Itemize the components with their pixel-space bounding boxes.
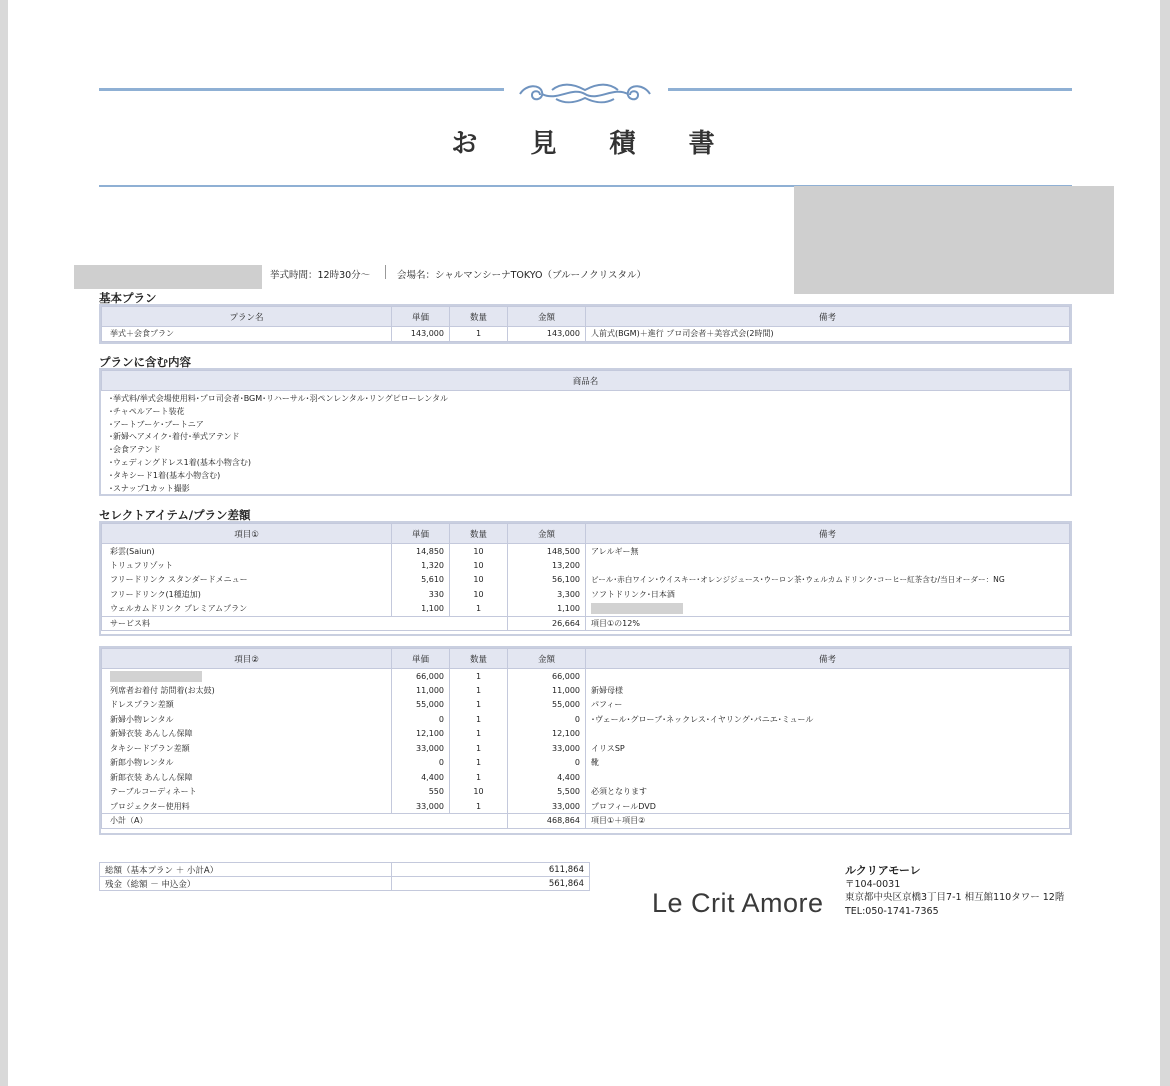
cell: 1	[450, 756, 508, 771]
company-logo: Le Crit Amore	[652, 888, 824, 918]
cell: 330	[392, 587, 450, 602]
cell: 新婦衣装 あんしん保障	[102, 727, 392, 742]
cell: 143,000	[508, 327, 586, 342]
header-separator	[385, 265, 386, 279]
cell: アレルギー無	[586, 544, 1070, 559]
cell: プロフィールDVD	[586, 799, 1070, 814]
cell: 1,320	[392, 558, 450, 573]
table-row	[102, 669, 1070, 684]
cell: 4,400	[392, 770, 450, 785]
cell: 10	[450, 785, 508, 800]
cell: 総額（基本プラン ＋ 小計A）	[100, 863, 392, 877]
table-header-row	[102, 307, 1070, 327]
cell: 468,864	[508, 814, 586, 829]
cell: プロジェクター使用料	[102, 799, 392, 814]
col-header: 備考	[586, 649, 1070, 669]
items1-table	[101, 523, 1070, 631]
cell: 11,000	[392, 683, 450, 698]
cell	[586, 558, 1070, 573]
cell: タキシードプラン差額	[102, 741, 392, 756]
document-title: お 見 積 書	[451, 129, 737, 159]
table-row	[102, 770, 1070, 785]
cell: 1	[450, 602, 508, 617]
cell: 561,864	[392, 877, 590, 891]
cell: 1,100	[392, 602, 450, 617]
cell: 0	[508, 756, 586, 771]
cell: 12,100	[508, 727, 586, 742]
list-item: ･チャペルアート装花	[109, 406, 185, 416]
cell: 0	[392, 756, 450, 771]
col-header: 数量	[450, 524, 508, 544]
cell: 12,100	[392, 727, 450, 742]
table-row	[102, 698, 1070, 713]
cell: 33,000	[392, 799, 450, 814]
cell: 55,000	[508, 698, 586, 713]
cell: ウェルカムドリンク プレミアムプラン	[102, 602, 392, 617]
cell: 10	[450, 558, 508, 573]
table-row	[102, 712, 1070, 727]
redacted-recipient-block	[794, 186, 1114, 294]
table-row	[100, 863, 590, 877]
cell	[586, 669, 1070, 684]
cell: 3,300	[508, 587, 586, 602]
table-row	[102, 756, 1070, 771]
table-row	[102, 327, 1070, 342]
list-item: ･タキシード1着(基本小物含む)	[109, 470, 221, 480]
cell: 彩雲(Saiun)	[102, 544, 392, 559]
cell: テーブルコーディネート	[102, 785, 392, 800]
cell: 残金（総額 － 申込金）	[100, 877, 392, 891]
section-basic-plan: 基本プラン	[99, 291, 157, 305]
table-header-row	[102, 524, 1070, 544]
table-row	[102, 741, 1070, 756]
cell: 11,000	[508, 683, 586, 698]
table-row	[102, 587, 1070, 602]
cell: 列席者お着付 訪問着(お太鼓)	[102, 683, 392, 698]
cell: 0	[508, 712, 586, 727]
redacted-name-field	[74, 265, 262, 289]
basic-plan-table	[101, 306, 1070, 342]
cell: 33,000	[508, 741, 586, 756]
col-header: 単価	[392, 524, 450, 544]
cell: 1	[450, 741, 508, 756]
redacted-note	[591, 603, 683, 614]
list-item: ･会食アテンド	[109, 445, 161, 455]
cell: 550	[392, 785, 450, 800]
list-item: ･ウェディングドレス1着(基本小物含む)	[109, 457, 251, 467]
cell: 新郎衣装 あんしん保障	[102, 770, 392, 785]
list-item: ･新婦ヘアメイク･着付･挙式アテンド	[109, 432, 240, 442]
col-header: 備考	[586, 307, 1070, 327]
cell: 4,400	[508, 770, 586, 785]
cell: 10	[450, 587, 508, 602]
top-rule-right	[668, 88, 1072, 91]
cell: ビール･赤白ワイン･ウイスキー･オレンジジュース･ウーロン茶･ウェルカムドリンク･コーヒー紅茶含む/当日オーダー：NG	[586, 573, 1070, 588]
cell: 26,664	[508, 616, 586, 631]
cell: 1	[450, 327, 508, 342]
cell: トリュフリゾット	[102, 558, 392, 573]
cell: 33,000	[392, 741, 450, 756]
cell: 新郎小物レンタル	[102, 756, 392, 771]
cell: ･ヴェール･グローブ･ネックレス･イヤリング･パニエ･ミュール	[586, 712, 1070, 727]
cell: ドレスプラン差額	[102, 698, 392, 713]
cell: 項目①の12%	[586, 616, 1070, 631]
cell	[586, 602, 1070, 617]
cell: 66,000	[392, 669, 450, 684]
table-row	[102, 602, 1070, 617]
top-rule-left	[99, 88, 504, 91]
cell: 66,000	[508, 669, 586, 684]
col-header: 備考	[586, 524, 1070, 544]
table-row	[102, 558, 1070, 573]
cell: 10	[450, 573, 508, 588]
list-item: ･挙式料/挙式会場使用料･プロ司会者･BGM･リハーサル･羽ペンレンタル･リングピローレンタル	[109, 394, 448, 403]
totals-table	[99, 862, 590, 891]
cell: 33,000	[508, 799, 586, 814]
company-tel: TEL:050-1741-7365	[845, 905, 939, 917]
plan-contents-header	[101, 370, 1070, 391]
cell: 148,500	[508, 544, 586, 559]
cell: 1	[450, 669, 508, 684]
cell: 人前式(BGM)＋進行 プロ司会者＋美容式会(2時間)	[586, 327, 1070, 342]
ornament-flourish-icon	[512, 80, 658, 108]
items2-table	[101, 648, 1070, 829]
subtotal-row	[102, 814, 1070, 829]
company-address: 東京都中央区京橋3丁目7-1 相互館110タワー 12階	[845, 892, 1065, 903]
col-header: 金額	[508, 307, 586, 327]
cell: 5,610	[392, 573, 450, 588]
cell: サービス料	[102, 616, 508, 631]
col-header: 金額	[508, 649, 586, 669]
cell: パフィー	[586, 698, 1070, 713]
table-row	[102, 683, 1070, 698]
col-header: プラン名	[102, 307, 392, 327]
col-header: 単価	[392, 649, 450, 669]
cell: 新婦母様	[586, 683, 1070, 698]
col-header: 金額	[508, 524, 586, 544]
cell: 1	[450, 712, 508, 727]
venue-name: 会場名：シャルマンシーナTOKYO（ブルーノクリスタル）	[397, 270, 646, 281]
col-header: 単価	[392, 307, 450, 327]
col-header: 項目②	[102, 649, 392, 669]
cell: 小計（A）	[102, 814, 508, 829]
cell: 611,864	[392, 863, 590, 877]
cell: 必須となります	[586, 785, 1070, 800]
service-charge-row	[102, 616, 1070, 631]
cell: 0	[392, 712, 450, 727]
redacted-item-name	[110, 671, 202, 682]
table-row	[102, 544, 1070, 559]
cell: 1	[450, 799, 508, 814]
company-postal: 〒104-0031	[845, 878, 901, 890]
cell: 挙式＋会食プラン	[102, 327, 392, 342]
table-row	[102, 799, 1070, 814]
cell: イリスSP	[586, 741, 1070, 756]
col-header: 数量	[450, 307, 508, 327]
cell: 5,500	[508, 785, 586, 800]
company-info	[845, 864, 1064, 918]
list-item: ･アートブーケ･ブートニア	[109, 419, 204, 429]
cell: 14,850	[392, 544, 450, 559]
col-header: 商品名	[102, 371, 1070, 391]
cell: 55,000	[392, 698, 450, 713]
plan-contents-list	[101, 390, 1070, 494]
table-row	[102, 573, 1070, 588]
list-item: ･スナップ1カット撮影	[109, 483, 190, 493]
section-plan-contents: プランに含む内容	[99, 355, 191, 369]
cell: 項目①＋項目②	[586, 814, 1070, 829]
cell: 13,200	[508, 558, 586, 573]
col-header: 数量	[450, 649, 508, 669]
table-row	[102, 785, 1070, 800]
cell: ソフトドリンク･日本酒	[586, 587, 1070, 602]
cell: 1	[450, 698, 508, 713]
cell: 143,000	[392, 327, 450, 342]
table-header-row	[102, 649, 1070, 669]
cell: 新婦小物レンタル	[102, 712, 392, 727]
table-row	[102, 727, 1070, 742]
cell: 56,100	[508, 573, 586, 588]
cell: 靴	[586, 756, 1070, 771]
cell: 1	[450, 727, 508, 742]
cell: フリードリンク スタンダードメニュー	[102, 573, 392, 588]
table-row	[100, 877, 590, 891]
cell: 1,100	[508, 602, 586, 617]
cell: フリードリンク(1種追加)	[102, 587, 392, 602]
ceremony-time: 挙式時間：12時30分～	[270, 270, 371, 281]
col-header: 項目①	[102, 524, 392, 544]
cell: 1	[450, 683, 508, 698]
cell	[586, 727, 1070, 742]
cell	[102, 669, 392, 684]
cell	[586, 770, 1070, 785]
company-name: ルクリアモーレ	[845, 864, 921, 877]
cell: 10	[450, 544, 508, 559]
cell: 1	[450, 770, 508, 785]
section-select-items: セレクトアイテム/プラン差額	[99, 508, 251, 522]
